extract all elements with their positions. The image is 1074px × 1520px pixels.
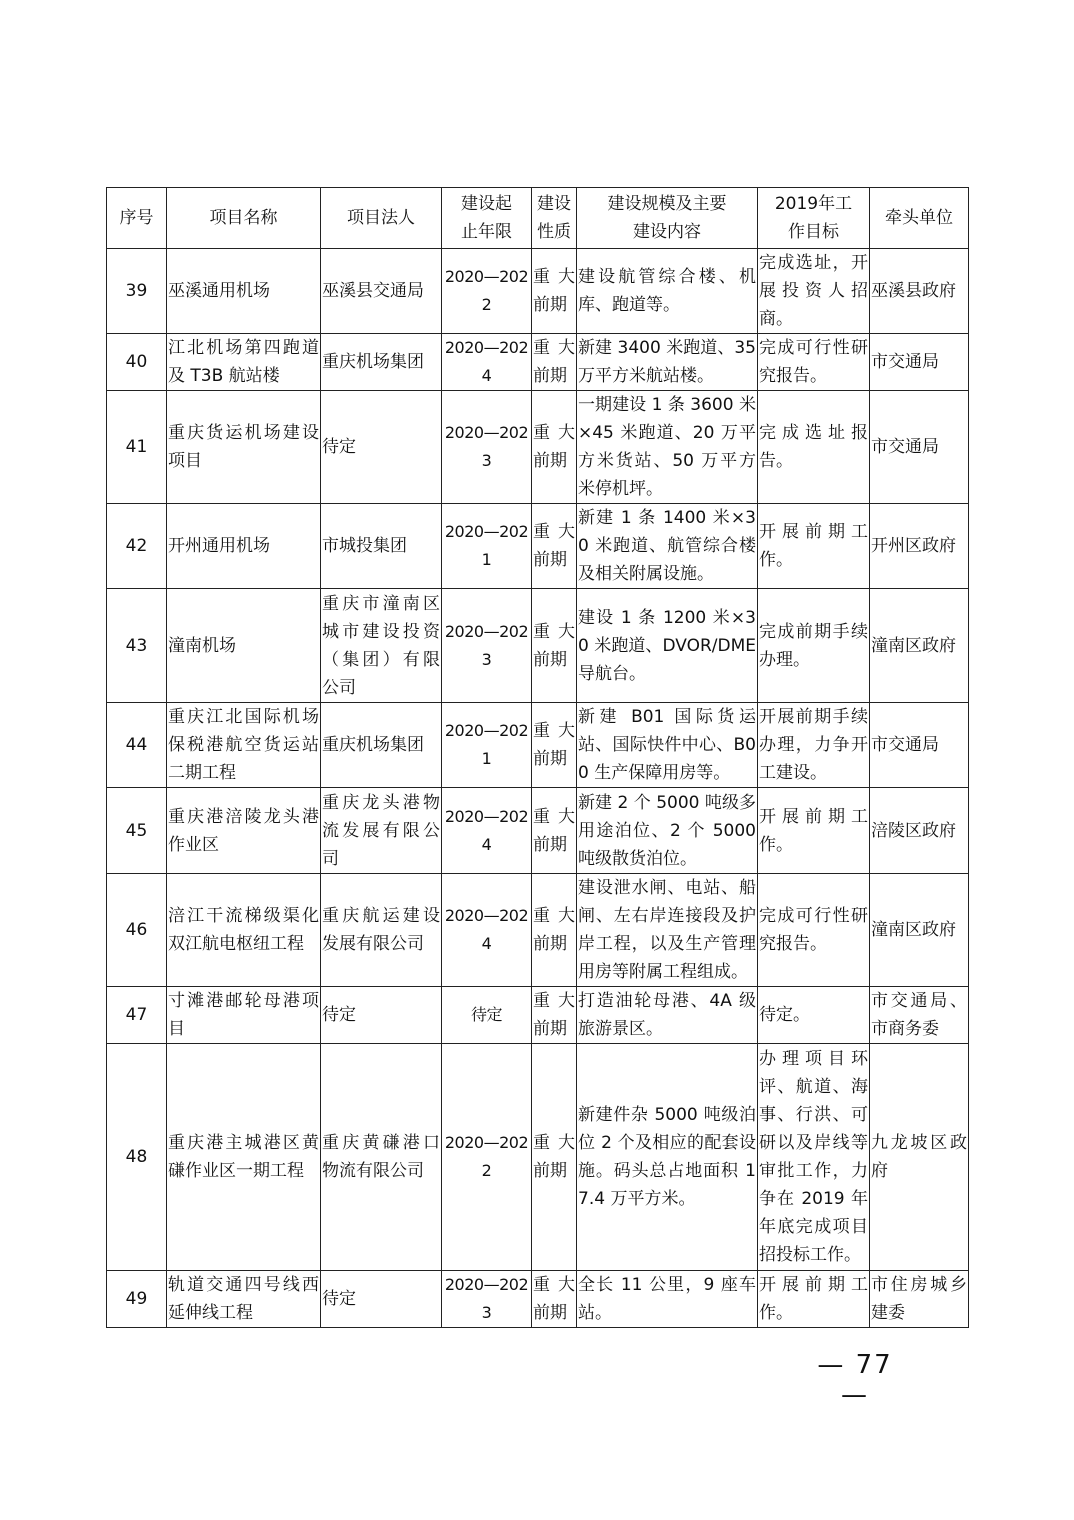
cell-legal: 巫溪县交通局 <box>321 249 442 334</box>
cell-name: 江北机场第四跑道及 T3B 航站楼 <box>167 334 321 391</box>
cell-legal: 市城投集团 <box>321 504 442 589</box>
cell-goal: 开展前期工作。 <box>758 788 870 874</box>
cell-seq: 41 <box>107 391 167 504</box>
cell-period: 2020—2021 <box>442 504 532 589</box>
header-nature: 建设性质 <box>532 188 577 249</box>
cell-period: 2020—2022 <box>442 1044 532 1271</box>
cell-scale: 打造油轮母港、4A 级旅游景区。 <box>577 987 758 1044</box>
table-row <box>107 788 969 874</box>
cell-scale: 新建件杂 5000 吨级泊位 2 个及相应的配套设施。码头总占地面积 17.4 万平方米。 <box>577 1044 758 1271</box>
cell-name: 轨道交通四号线西延伸线工程 <box>167 1271 321 1328</box>
cell-lead: 市交通局 <box>870 391 969 504</box>
cell-legal: 重庆黄磏港口物流有限公司 <box>321 1044 442 1271</box>
cell-nature: 重大前期 <box>532 788 577 874</box>
cell-nature: 重大前期 <box>532 987 577 1044</box>
cell-lead: 市交通局、市商务委 <box>870 987 969 1044</box>
cell-goal: 开展前期工作。 <box>758 504 870 589</box>
cell-seq: 48 <box>107 1044 167 1271</box>
cell-seq: 45 <box>107 788 167 874</box>
table-row <box>107 703 969 788</box>
table-row <box>107 987 969 1044</box>
cell-period: 2020—2023 <box>442 391 532 504</box>
cell-legal: 重庆机场集团 <box>321 703 442 788</box>
cell-seq: 46 <box>107 874 167 987</box>
table-row <box>107 504 969 589</box>
cell-seq: 40 <box>107 334 167 391</box>
cell-nature: 重大前期 <box>532 334 577 391</box>
table-row <box>107 249 969 334</box>
cell-goal: 完成选址，开展投资人招商。 <box>758 249 870 334</box>
cell-lead: 开州区政府 <box>870 504 969 589</box>
table-row <box>107 1044 969 1271</box>
cell-lead: 巫溪县政府 <box>870 249 969 334</box>
page-number: — 77 — <box>817 1350 893 1410</box>
table-row <box>107 589 969 703</box>
cell-legal: 重庆市潼南区城市建设投资（集团）有限公司 <box>321 589 442 703</box>
cell-nature: 重大前期 <box>532 1271 577 1328</box>
cell-lead: 市交通局 <box>870 703 969 788</box>
cell-name: 开州通用机场 <box>167 504 321 589</box>
cell-seq: 39 <box>107 249 167 334</box>
cell-name: 寸滩港邮轮母港项目 <box>167 987 321 1044</box>
table-row <box>107 334 969 391</box>
cell-nature: 重大前期 <box>532 504 577 589</box>
cell-seq: 49 <box>107 1271 167 1328</box>
cell-goal: 完成可行性研究报告。 <box>758 874 870 987</box>
cell-scale: 新建 1 条 1400 米×30 米跑道、航管综合楼及相关附属设施。 <box>577 504 758 589</box>
cell-lead: 市交通局 <box>870 334 969 391</box>
cell-period: 待定 <box>442 987 532 1044</box>
cell-seq: 47 <box>107 987 167 1044</box>
header-row <box>107 188 969 249</box>
cell-scale: 建设航管综合楼、机库、跑道等。 <box>577 249 758 334</box>
cell-name: 重庆港主城港区黄磏作业区一期工程 <box>167 1044 321 1271</box>
cell-legal: 重庆龙头港物流发展有限公司 <box>321 788 442 874</box>
cell-goal: 完成可行性研究报告。 <box>758 334 870 391</box>
header-period: 建设起止年限 <box>442 188 532 249</box>
cell-nature: 重大前期 <box>532 249 577 334</box>
cell-period: 2020—2023 <box>442 589 532 703</box>
cell-period: 2020—2024 <box>442 788 532 874</box>
cell-name: 重庆江北国际机场保税港航空货运站二期工程 <box>167 703 321 788</box>
cell-lead: 市住房城乡建委 <box>870 1271 969 1328</box>
cell-nature: 重大前期 <box>532 391 577 504</box>
cell-scale: 新建 2 个 5000 吨级多用途泊位、2 个 5000 吨级散货泊位。 <box>577 788 758 874</box>
header-name: 项目名称 <box>167 188 321 249</box>
cell-name: 重庆港涪陵龙头港作业区 <box>167 788 321 874</box>
cell-lead: 潼南区政府 <box>870 874 969 987</box>
cell-goal: 待定。 <box>758 987 870 1044</box>
cell-legal: 重庆航运建设发展有限公司 <box>321 874 442 987</box>
header-seq: 序号 <box>107 188 167 249</box>
cell-period: 2020—2022 <box>442 249 532 334</box>
cell-nature: 重大前期 <box>532 874 577 987</box>
cell-goal: 开展前期手续办理，力争开工建设。 <box>758 703 870 788</box>
cell-name: 重庆货运机场建设项目 <box>167 391 321 504</box>
cell-lead: 涪陵区政府 <box>870 788 969 874</box>
cell-scale: 建设泄水闸、电站、船闸、左右岸连接段及护岸工程，以及生产管理用房等附属工程组成。 <box>577 874 758 987</box>
cell-lead: 九龙坡区政府 <box>870 1044 969 1271</box>
cell-legal: 待定 <box>321 1271 442 1328</box>
cell-scale: 建设 1 条 1200 米×30 米跑道、DVOR/DME 导航台。 <box>577 589 758 703</box>
table-row <box>107 391 969 504</box>
cell-goal: 完成选址报告。 <box>758 391 870 504</box>
header-scale: 建设规模及主要建设内容 <box>577 188 758 249</box>
header-goal: 2019年工作目标 <box>758 188 870 249</box>
cell-legal: 待定 <box>321 987 442 1044</box>
cell-scale: 新建 B01 国际货运站、国际快件中心、B00 生产保障用房等。 <box>577 703 758 788</box>
cell-goal: 办理项目环评、航道、海事、行洪、可研以及岸线等审批工作，力争在 2019 年年底完成项目招投标工作。 <box>758 1044 870 1271</box>
cell-period: 2020—2024 <box>442 334 532 391</box>
cell-seq: 43 <box>107 589 167 703</box>
header-legal: 项目法人 <box>321 188 442 249</box>
cell-period: 2020—2024 <box>442 874 532 987</box>
cell-legal: 待定 <box>321 391 442 504</box>
table-row <box>107 874 969 987</box>
header-lead: 牵头单位 <box>870 188 969 249</box>
cell-name: 巫溪通用机场 <box>167 249 321 334</box>
cell-name: 涪江干流梯级渠化双江航电枢纽工程 <box>167 874 321 987</box>
cell-nature: 重大前期 <box>532 589 577 703</box>
projects-table <box>106 187 969 1328</box>
cell-lead: 潼南区政府 <box>870 589 969 703</box>
cell-period: 2020—2021 <box>442 703 532 788</box>
cell-nature: 重大前期 <box>532 1044 577 1271</box>
cell-name: 潼南机场 <box>167 589 321 703</box>
cell-legal: 重庆机场集团 <box>321 334 442 391</box>
cell-goal: 完成前期手续办理。 <box>758 589 870 703</box>
cell-seq: 42 <box>107 504 167 589</box>
cell-goal: 开展前期工作。 <box>758 1271 870 1328</box>
cell-scale: 全长 11 公里，9 座车站。 <box>577 1271 758 1328</box>
cell-period: 2020—2023 <box>442 1271 532 1328</box>
cell-seq: 44 <box>107 703 167 788</box>
table-row <box>107 1271 969 1328</box>
cell-scale: 新建 3400 米跑道、35 万平方米航站楼。 <box>577 334 758 391</box>
cell-scale: 一期建设 1 条 3600 米×45 米跑道、20 万平方米货站、50 万平方米停机坪。 <box>577 391 758 504</box>
cell-nature: 重大前期 <box>532 703 577 788</box>
